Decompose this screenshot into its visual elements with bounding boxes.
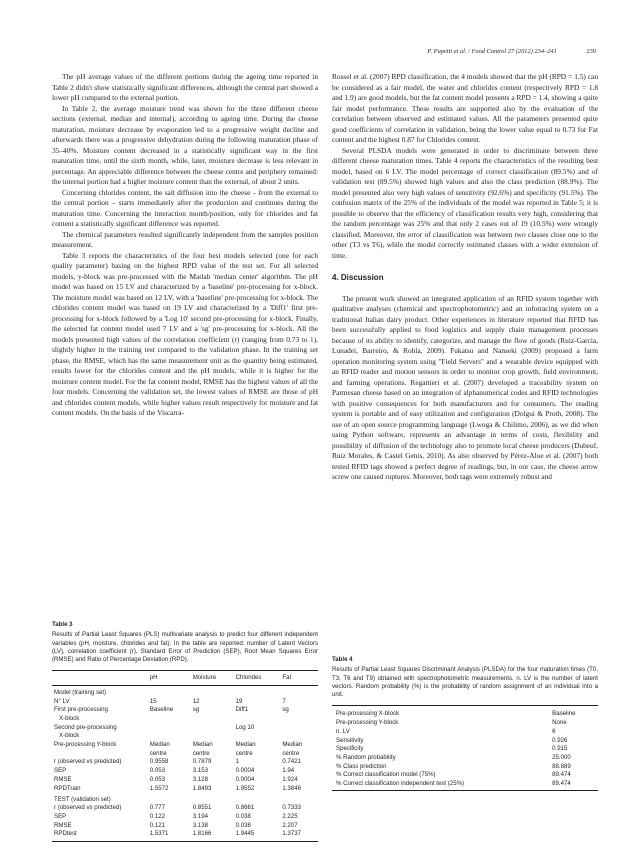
table-cell [148, 732, 191, 741]
column-header: Moisture [191, 671, 234, 686]
table-cell: 1.3737 [280, 830, 318, 842]
paragraph: The pH average values of the different portions during the ageing time reported in Table 2 didn't show statistically significant differences, although the central part showed a lower pH compared to the external portion. [52, 72, 318, 102]
row-label: Pre-processing X-block [332, 706, 548, 719]
column-header [52, 671, 148, 686]
table-row [332, 706, 598, 719]
row-label: Model (training set) [54, 688, 107, 696]
table-cell: Baseline [149, 706, 174, 714]
table-cell: 0.926 [552, 736, 568, 744]
table-cell: 1.94 [282, 767, 295, 775]
table-row [332, 779, 598, 791]
row-label: RMSE [54, 821, 72, 829]
table-cell [191, 685, 234, 697]
row-label: r (observed vs predicted) [54, 804, 122, 812]
row-label: X-block [59, 732, 80, 740]
table-cell: 3.153 [192, 767, 208, 775]
table-row [332, 745, 598, 754]
row-label: X-block [59, 715, 80, 723]
row-label: First pre-processing [54, 706, 108, 714]
table-cell: 89.474 [552, 771, 571, 779]
table-cell: 1.924 [282, 775, 298, 783]
table-title: Table 3 [52, 621, 73, 628]
table-cell: 25.000 [552, 753, 571, 761]
table-cell: 2.207 [282, 821, 298, 829]
table-cell: 0.9558 [149, 758, 169, 766]
paragraph: Several PLSDA models were generated in order to discriminate between three different cheese maturation times. Table 4 reports the characteristics of the resulting best model, based on 6 LV. The model percentage of correct classification (89.5%) and of validation test (89.5%) showed high values and also the class prediction (88.9%). The model presented also very high values of sensitivity (92.6%) and specificity (91.5%). The confusion matrix of the 25% of the individuals of the model was reported in Table 5; it is possible to observe that the efficiency of classification results very high, considering that the random percentage was 25% and that only 2 cases out of 19 (10.5%) were wrongly classified. Moreover, the error of classification was between two classes close one to the other (T3 vs T6), while the model correctly estimated classes with a wider extension of time. [332, 145, 598, 260]
table-row [52, 749, 318, 758]
table-cell [280, 714, 318, 723]
table-row [52, 723, 318, 732]
row-label: Sensitivity [336, 736, 364, 744]
journal-citation: P. Papetti et al. / Food Control 27 (2012) 234–241 [427, 48, 557, 55]
paragraph: Concerning chlorides content, the salt diffusion into the cheese – from the external to the central portion – starts immediately after the production and continues during the maturation time. Concerning the interaction month/position, only for chlorides and fat content a statistically significant difference was reported. [52, 187, 318, 228]
table-cell [280, 793, 318, 804]
table-cell: 0.038 [235, 813, 251, 821]
table-cell: Baseline [548, 706, 598, 719]
table-3 [52, 621, 318, 842]
table-cell: 89.474 [548, 779, 598, 791]
table-cell: 6 [552, 727, 556, 735]
row-label: RPDTrain [54, 784, 81, 792]
table-header-row [52, 671, 318, 686]
table-cell: 3.194 [192, 813, 208, 821]
row-label [52, 749, 148, 758]
plsda-table [332, 705, 598, 791]
table-cell: Diff1 [235, 706, 249, 714]
table-row [52, 793, 318, 804]
section-heading: 4. Discussion [332, 273, 384, 282]
table-cell: 19 [235, 697, 243, 705]
table-cell: 1.5371 [148, 830, 191, 842]
table-cell [234, 732, 281, 741]
right-column [332, 72, 598, 483]
left-column [52, 72, 318, 419]
table-cell: sg [282, 706, 289, 714]
table-cell [280, 685, 318, 697]
table-row [52, 758, 318, 767]
table-cell: centre [235, 749, 253, 757]
row-label: N° LV [54, 697, 70, 705]
row-label: r (observed vs predicted) [54, 758, 122, 766]
table-cell: 1.5572 [149, 784, 169, 792]
running-header [52, 48, 596, 55]
table-cell: 1.8493 [192, 784, 212, 792]
table-cell: 0.7333 [282, 804, 301, 812]
table-title: Table 4 [332, 656, 353, 663]
table-cell: 0.053 [149, 775, 165, 783]
table-cell: 1 [235, 758, 240, 766]
table-cell [191, 732, 234, 741]
table-cell: 2.225 [282, 813, 298, 821]
table-cell [280, 732, 318, 741]
table-cell: 15 [149, 697, 157, 705]
table-cell: 12 [192, 697, 200, 705]
row-label: SEP [54, 813, 67, 821]
table-row [332, 727, 598, 736]
table-row [332, 762, 598, 771]
table-cell: 1.8166 [191, 830, 234, 842]
table-cell: 0.7421 [282, 758, 301, 766]
table-row [52, 706, 318, 715]
table-row [52, 784, 318, 793]
table-caption: Results of Partial Least Squares (PLS) multivariate analysis to predict four different independent variables (pH, moisture, chlorides and fat). In the table are reported: number of Latent Vectors (LV), correlation coefficient (r), Standard Error of Prediction (SEP), Root Mean Squares Error (RMSE) and Ratio of Percentage Deviation (RPD). [52, 631, 318, 664]
table-cell: 0.0004 [235, 767, 255, 775]
table-cell: 0.121 [149, 821, 165, 829]
row-label: % Correct classification independent test (25%) [332, 779, 548, 791]
table-cell [191, 723, 234, 732]
table-cell: Median [235, 741, 256, 749]
table-cell: 0.777 [149, 804, 165, 812]
table-cell: 88.889 [552, 762, 571, 770]
paragraph: The present work showed an integrated application of an RFID system together with qualitative analyses (chemical and spectrophotometric) and an infotracing system on a traditional Italian dairy product. Other experiences in literature reported that RFID has been successfully applied to food logistics and supply chain management processes because of its ability to identify, categorize, and manage the flow of goods (Ruiz-Garcia, Lunadei, Barreiro, & Robla, 2009). Fukatsu and Nanseki (2009) proposed a farm operation monitoring system using "Field Servers" and a wearable device equipped with an RFID reader and motion sensors in order to monitor crop growth, field environment, and farming operations. Regattieri et al. (2007) developed a traceability system on Parmesan cheese based on an integration of alphanumerical codes and RFID technologies with positive consequences for both manufacturers and for consumers. The reading system is portable and of easy utilization and configuration (Dolgui & Proth, 2008). The use of an open source programming language (Lwoga & Chilimo, 2006), as we did when using Python software, represents an advantage in terms of costs, flexibility and possibility of diffusion of the technology also to promote local cheese producers (Dubeuf, Ruiz Morales, & Castel Genis, 2010). As also observed by Pérez-Aloe et al. (2007) both tested RFID tags showed a perfect degree of readings, but, in our case, the cheese arrow screw one caused ruptures. Moreover, both tags were extremely robust and [332, 293, 598, 481]
table-cell [148, 685, 191, 697]
table-cell: 1.9552 [235, 784, 255, 792]
table-cell [234, 793, 281, 804]
table-cell: 1.3846 [282, 784, 301, 792]
table-cell: 0.038 [235, 821, 251, 829]
table-cell: 3.138 [192, 821, 208, 829]
row-label: % Correct classification model (75%) [336, 771, 436, 779]
table-cell: 0.122 [149, 813, 165, 821]
row-label: RPDtest [52, 830, 148, 842]
table-row [332, 771, 598, 780]
table-cell: 0.915 [552, 745, 568, 753]
table-cell [148, 723, 191, 732]
table-row [52, 830, 318, 842]
table-cell: sg [192, 706, 200, 714]
table-cell: Median [149, 741, 170, 749]
table-cell [191, 714, 234, 723]
table-row [332, 719, 598, 728]
page-number: 239 [586, 48, 596, 55]
table-cell: 7 [282, 697, 286, 705]
row-label: SEP [54, 767, 67, 775]
table-4 [332, 656, 598, 791]
table-cell: 3.128 [192, 775, 208, 783]
row-label: Second pre-processing [54, 723, 117, 731]
table-row [52, 767, 318, 776]
table-cell: Log 10 [235, 723, 255, 731]
table-cell [148, 793, 191, 804]
table-cell: 0.7879 [192, 758, 212, 766]
paragraph: The chemical parameters resulted significantly independent from the samples position measurement. [52, 229, 318, 249]
table-cell: Median [192, 741, 213, 749]
table-row [52, 741, 318, 750]
table-row [332, 753, 598, 762]
table-cell: 1.9445 [234, 830, 281, 842]
row-label: % Class prediction [336, 762, 387, 770]
row-label: n. LV [336, 727, 350, 735]
table-cell: None [552, 719, 567, 727]
table-row [52, 732, 318, 741]
table-cell [234, 685, 281, 697]
table-caption: Results of Partial Least Squares Discriminant Analysis (PLSDA) for the four maturation times (T0, T3, T6 and T9) obtained with spectrophotometric measurements. n. LV is the number of latent vectors. Random probability (%) is the probability of random assignment of an individual into a unit. [332, 666, 598, 699]
column-header: Chlorides [234, 671, 281, 686]
row-label: % Random probability [336, 753, 396, 761]
table-cell: centre [282, 749, 300, 757]
table-cell: centre [192, 749, 210, 757]
table-cell: Median [282, 741, 303, 749]
table-cell [191, 793, 234, 804]
table-row [52, 685, 318, 697]
row-label: RMSE [54, 775, 72, 783]
table-row [332, 736, 598, 745]
row-label: Pre-processing Y-block [54, 741, 117, 749]
column-header: pH [148, 671, 191, 686]
paragraph: Rossel et al. (2007) RPD classification, the 4 models showed that the pH (RPD = 1.5) can be considered as a fair model, the water and chlorides content (respectively RPD = 1.8 and 1.9) are good models, but the fat content model presents a RPD = 1.4, showing a quite fair model performance. These results are supported also by the evaluation of the correlation between observed and estimated values. All the parameters presented quite good coefficients of correlation in validation, being the lower value equal to 0.73 for Fat content and the highest 0.87 for Chlorides content. [332, 72, 598, 144]
row-label: TEST (validation set) [54, 795, 111, 803]
table-cell: 0.8551 [192, 804, 212, 812]
table-row [52, 714, 318, 723]
table-cell: 0.8661 [235, 804, 255, 812]
table-row [52, 812, 318, 821]
table-cell [234, 714, 281, 723]
table-row [52, 821, 318, 830]
table-cell: centre [149, 749, 167, 757]
row-label: Specificity [336, 745, 364, 753]
table-cell: 0.053 [149, 767, 165, 775]
paragraph: Table 3 reports the characteristics of the four best models selected (one for each quality parameter) basing on the highest RPD value of the test set. For all selected models, y-block was pre-processed with the Matlab 'median center' algorithm. The pH model was based on 15 LV and characterized by a 'baseline' pre-processing for x-block. The moisture model was based on 12 LV, with a 'baseline' pre-processing for x-block. The chlorides content model was based on 19 LV and characterized by a 'Diff1' first pre-processing for x-block followed by a 'Log 10' second pre-processing for x-block. Finally, the selected fat content model used 7 LV and a 'sg' pre-processing for x-block. All the models presented high values of the correlation coefficient (r) (ranging from 0.73 to 1), slightly higher in the training test compared to the validation phase. In the training set phase, the RMSE, which has the same measurement unit as the quantity being estimated, results lower for the chlorides content and the pH models, while it is higher for the moisture content model. For the fat content model, RMSE has the highest values of all the four models. Concerning the validation set, the lowest values of RMSE are those of pH and chlorides content models, while higher values result respectively for moisture and fat content models. On the basis of the Viscarra- [52, 250, 318, 417]
table-cell [280, 723, 318, 732]
table-cell [148, 714, 191, 723]
table-row [52, 775, 318, 784]
table-cell: 0.0004 [235, 775, 255, 783]
paragraph: In Table 2, the average moisture trend was shown for the three different cheese sections (external, median and internal), according to ageing time. During the cheese maturation, moisture decrease by evaporation led to a progressive weight decline and afterwards there was a progressive dehydration during the following maturation phase of 35–40%. Moisture content decreased in a statistically significant way in the first maturation time, until the sixth month, while, later, moisture decrease is less relevant in percentage. An appreciable difference between the cheese centre and periphery remained: the internal portion had a higher moisture content than the external, of about 2 units. [52, 103, 318, 186]
column-header: Fat [280, 671, 318, 686]
row-label: Pre-processing Y-block [336, 719, 399, 727]
table-row [52, 804, 318, 813]
results-table [52, 670, 318, 841]
table-row [52, 697, 318, 706]
